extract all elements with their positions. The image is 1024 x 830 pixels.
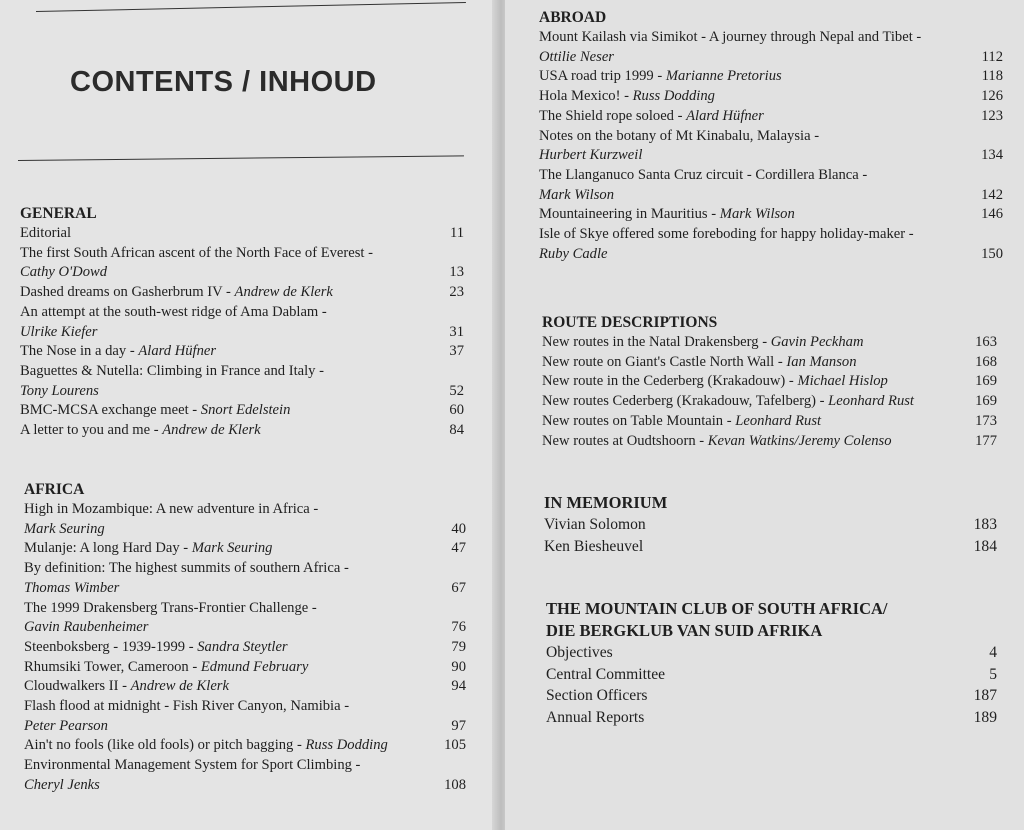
entry-author: Snort Edelstein [200,402,291,419]
toc-entry [24,539,466,559]
entry-title: The Nose in a day - [20,343,135,360]
toc-entry [542,412,997,432]
entry-title: New routes on Table Mountain - [542,412,732,429]
toc-entry [539,28,1003,67]
entry-author: Andrew de Klerk [130,678,229,695]
entry-author: Ian Manson [786,353,857,370]
entry-title: By definition: The highest summits of southern Africa - [24,560,349,577]
entry-author: Ulrike Kiefer [20,323,98,340]
entry-author: Alard Hüfner [138,343,217,360]
page-number: 150 [981,245,1003,262]
section-heading: AFRICA [24,481,85,498]
toc-entry [24,500,466,539]
page-number: 13 [449,264,464,281]
toc-entry [24,658,466,678]
entry-author: Kevan Watkins/Jeremy Colenso [707,432,892,449]
toc-entry [542,353,997,373]
page-number: 108 [444,776,466,793]
section-heading: ROUTE DESCRIPTIONS [542,314,718,331]
toc-entry [539,225,1003,264]
entry-title: High in Mozambique: A new adventure in Africa - [24,501,319,517]
page-number: 37 [449,343,464,360]
entry-author: Leonhard Rust [828,393,914,410]
section-general [20,204,464,441]
toc-entry [24,756,466,795]
entry-author: Ruby Cadle [539,245,608,262]
page-number: 67 [451,579,466,596]
page-number: 146 [981,206,1003,223]
toc-entry [539,87,1003,107]
section-africa [24,480,466,796]
entry-title: Isle of Skye offered some foreboding for happy holiday-maker - [539,226,914,243]
entry-author: Leonhard Rust [735,412,822,429]
entry-author: Cheryl Jenks [24,776,100,793]
section-mountain-club [546,598,997,728]
entry-title: Notes on the botany of Mt Kinabalu, Malaysia - [539,127,820,144]
entry-title: A letter to you and me - [20,422,159,439]
toc-entry [539,127,1003,166]
entry-author: Russ Dodding [632,88,715,105]
toc-entry [542,372,997,392]
page-number: 60 [449,402,464,419]
entry-author: Russ Dodding [305,737,388,754]
entry-author: Peter Pearson [24,717,108,734]
toc-entry [24,559,466,598]
section-abroad [539,8,1003,264]
toc-entry [539,107,1003,127]
section-heading: ABROAD [539,9,607,26]
entry-title: New routes Cederberg (Krakadouw, Tafelberg) - [542,393,825,410]
toc-entry [24,736,466,756]
page-number: 163 [975,334,997,350]
toc-entry [20,303,464,342]
page-number: 79 [451,638,466,655]
page-number: 23 [449,284,464,301]
page-number: 126 [981,88,1003,105]
toc-entry [542,333,997,353]
entry-title: Rhumsiki Tower, Cameroon - [24,658,198,675]
page-number: 4 [989,644,997,661]
entry-title: Ain't no fools (like old fools) or pitch bagging - [24,737,302,754]
toc-entry [20,283,464,303]
entry-title: Steenboksberg - 1939-1999 - [24,638,194,655]
entry-title: The Llanganuco Santa Cruz circuit - Cordillera Blanca - [539,166,868,183]
toc-entry [544,514,997,536]
section-route-descriptions [542,313,997,451]
page-number: 134 [981,147,1003,164]
entry-title: Central Committee [546,665,666,683]
section-heading: GENERAL [20,205,97,222]
entry-title: Section Officers [546,687,648,704]
toc-entry [542,432,997,452]
entry-title: Vivian Solomon [544,516,646,533]
entry-title: Editorial [20,225,72,241]
toc-entry [20,421,464,441]
section-heading-line2: DIE BERGKLUB VAN SUID AFRIKA [546,621,823,640]
toc-entry [546,664,997,686]
entry-author: Marianne Pretorius [665,68,782,85]
page-number: 112 [981,48,1003,65]
entry-title: Baguettes & Nutella: Climbing in France and Italy - [20,362,324,379]
toc-entry [539,205,1003,225]
top-rule [36,2,466,12]
entry-author: Alard Hüfner [686,107,764,124]
toc-entry [20,401,464,421]
left-page [0,0,498,830]
toc-entry [546,685,997,707]
page-number: 173 [975,412,997,429]
entry-author: Edmund February [200,658,309,675]
entry-author: Cathy O'Dowd [20,264,108,281]
page-number: 183 [973,516,997,533]
page-number: 84 [449,422,464,439]
toc-entry [20,244,464,283]
entry-author: Hurbert Kurzweil [539,147,643,164]
toc-entry [539,67,1003,87]
entry-title: The 1999 Drakensberg Trans-Frontier Challenge - [24,599,317,616]
entry-title: Environmental Management System for Sport Climbing - [24,757,361,774]
page-number: 177 [975,432,997,449]
entry-author: Mark Seuring [191,540,273,557]
page-number: 47 [451,540,466,557]
entry-title: New routes at Oudtshoorn - [542,432,705,449]
page-number: 94 [451,678,466,695]
page-number: 169 [975,393,997,410]
toc-entry [24,599,466,638]
section-heading-line1: THE MOUNTAIN CLUB OF SOUTH AFRICA/ [546,599,888,618]
toc-entry [20,362,464,401]
entry-author: Ottilie Neser [539,48,614,65]
page-number: 184 [973,537,997,555]
entry-title: Ken Biesheuvel [544,537,644,555]
toc-entry [20,342,464,362]
entry-title: New route on Giant's Castle North Wall - [542,353,783,370]
entry-title: Cloudwalkers II - [24,678,127,695]
entry-title: New route in the Cederberg (Krakadouw) - [542,373,794,390]
entry-author: Gavin Peckham [770,334,864,350]
entry-title: Hola Mexico! - [539,88,629,105]
page-number: 90 [451,658,466,675]
entry-author: Mark Wilson [539,186,614,203]
entry-author: Tony Lourens [20,382,99,399]
toc-entry [539,166,1003,205]
entry-author: Mark Wilson [719,206,795,223]
page-number: 5 [989,665,997,683]
entry-title: BMC-MCSA exchange meet - [20,402,198,419]
entry-title: The first South African ascent of the North Face of Everest - [20,244,373,261]
page-number: 118 [981,68,1003,85]
page-number: 187 [973,687,997,704]
title-rule [18,155,464,161]
entry-title: Mulanje: A long Hard Day - [24,540,189,557]
section-heading: IN MEMORIUM [544,493,668,512]
page-number: 169 [975,373,997,390]
entry-author: Gavin Raubenheimer [24,619,149,636]
toc-entry [546,642,997,664]
toc-entry [24,697,466,736]
page-number: 123 [981,107,1003,124]
page-number: 97 [451,717,466,734]
page-number: 105 [444,737,466,754]
page-number: 168 [975,353,997,370]
page-number: 76 [451,619,466,636]
entry-title: USA road trip 1999 - [539,68,663,85]
toc-entry [20,224,464,244]
page-number: 11 [449,225,464,241]
entry-title: Dashed dreams on Gasherbrum IV - [20,284,231,301]
entry-title: Flash flood at midnight - Fish River Canyon, Namibia - [24,698,350,715]
entry-author: Andrew de Klerk [162,422,261,439]
page-number: 142 [981,186,1003,203]
page-number: 189 [973,708,997,726]
entry-title: New routes in the Natal Drakensberg - [542,334,768,350]
entry-title: Mountaineering in Mauritius - [539,206,717,223]
entry-author: Mark Seuring [24,520,105,537]
page-number: 52 [449,382,464,399]
entry-title: Mount Kailash via Simikot - A journey through Nepal and Tibet - [539,29,922,45]
page-title: CONTENTS / INHOUD [70,66,377,98]
entry-author: Michael Hislop [797,373,888,390]
entry-author: Sandra Steytler [197,638,288,655]
toc-entry [542,392,997,412]
right-page [505,0,1024,830]
toc-entry [544,536,997,558]
toc-entry [24,638,466,658]
entry-title: Objectives [546,644,613,661]
page-number: 31 [449,323,464,340]
section-in-memorium [544,492,997,557]
entry-title: The Shield rope soloed - [539,107,683,124]
page-number: 40 [451,520,466,537]
toc-entry [24,677,466,697]
entry-author: Andrew de Klerk [234,284,333,301]
toc-entry [546,707,997,729]
entry-title: An attempt at the south-west ridge of Ama Dablam - [20,303,327,320]
entry-title: Annual Reports [546,708,645,726]
entry-author: Thomas Wimber [24,579,120,596]
